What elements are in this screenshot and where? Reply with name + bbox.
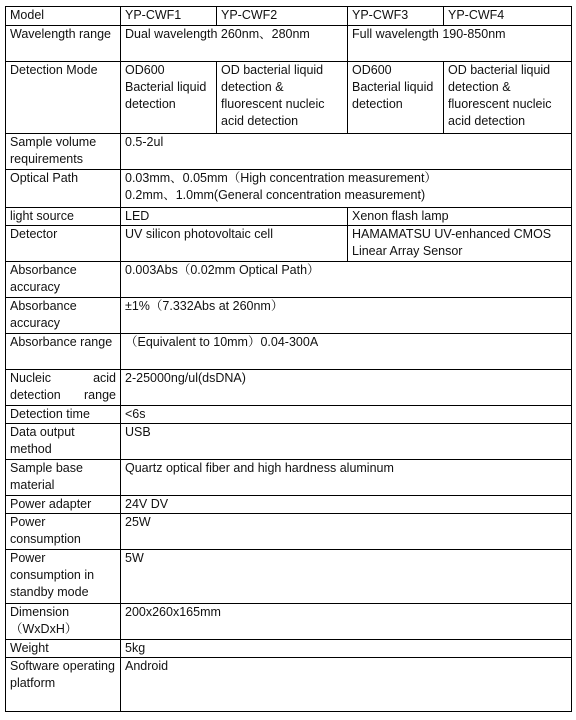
absorbance-range-value: （Equivalent to 10mm）0.04-300A <box>121 334 572 370</box>
power-consumption-label: Power consumption <box>6 514 121 550</box>
row-detector <box>6 226 572 262</box>
row-detection-mode <box>6 62 572 134</box>
sample-volume-value: 0.5-2ul <box>121 134 572 170</box>
optical-path-label: Optical Path <box>6 170 121 208</box>
light-source-label: light source <box>6 208 121 226</box>
optical-path-line-1: 0.03mm、0.05mm（High concentration measurement） <box>125 171 437 185</box>
absorbance-range-label: Absorbance range <box>6 334 121 370</box>
weight-value: 5kg <box>121 640 572 658</box>
row-dimension <box>6 604 572 640</box>
light-source-led: LED <box>121 208 348 226</box>
dimension-value: 200x260x165mm <box>121 604 572 640</box>
detector-label: Detector <box>6 226 121 262</box>
weight-label: Weight <box>6 640 121 658</box>
detection-time-value: <6s <box>121 406 572 424</box>
sample-base-label: Sample base material <box>6 460 121 496</box>
row-absorbance-accuracy-1 <box>6 262 572 298</box>
row-power-consumption <box>6 514 572 550</box>
row-wavelength <box>6 26 572 62</box>
row-sample-base <box>6 460 572 496</box>
spec-table <box>5 6 572 712</box>
row-weight <box>6 640 572 658</box>
model-cwf1: YP-CWF1 <box>121 7 217 26</box>
sample-volume-label: Sample volume requirements <box>6 134 121 170</box>
sample-base-value: Quartz optical fiber and high hardness aluminum <box>121 460 572 496</box>
data-output-value: USB <box>121 424 572 460</box>
software-value: Android <box>121 658 572 712</box>
model-label: Model <box>6 7 121 26</box>
wavelength-label: Wavelength range <box>6 26 121 62</box>
optical-path-line-2: 0.2mm、1.0mm(General concentration measurement) <box>125 188 426 202</box>
optical-path-value <box>121 170 572 208</box>
model-cwf3: YP-CWF3 <box>348 7 444 26</box>
standby-power-label: Power consumption in standby mode <box>6 550 121 604</box>
absorbance-accuracy-label-2: Absorbance accuracy <box>6 298 121 334</box>
detection-mode-label: Detection Mode <box>6 62 121 134</box>
absorbance-accuracy-value-2: ±1%（7.332Abs at 260nm） <box>121 298 572 334</box>
nucleic-range-value: 2-25000ng/ul(dsDNA) <box>121 370 572 406</box>
detection-mode-cwf3: OD600 Bacterial liquid detection <box>348 62 444 134</box>
model-cwf4: YP-CWF4 <box>444 7 572 26</box>
row-detection-time <box>6 406 572 424</box>
light-source-xenon: Xenon flash lamp <box>348 208 572 226</box>
detector-hamamatsu: HAMAMATSU UV-enhanced CMOS Linear Array Sensor <box>348 226 572 262</box>
row-nucleic-range <box>6 370 572 406</box>
power-adapter-label: Power adapter <box>6 496 121 514</box>
row-sample-volume <box>6 134 572 170</box>
absorbance-accuracy-label-1: Absorbance accuracy <box>6 262 121 298</box>
standby-power-value: 5W <box>121 550 572 604</box>
nucleic-range-label <box>6 370 121 406</box>
absorbance-accuracy-value-1: 0.003Abs（0.02mm Optical Path） <box>121 262 572 298</box>
detection-mode-cwf4: OD bacterial liquid detection & fluorescent nucleic acid detection <box>444 62 572 134</box>
row-software <box>6 658 572 712</box>
row-power-adapter <box>6 496 572 514</box>
power-consumption-value: 25W <box>121 514 572 550</box>
detection-mode-cwf2: OD bacterial liquid detection & fluorescent nucleic acid detection <box>217 62 348 134</box>
row-standby-power <box>6 550 572 604</box>
detection-time-label: Detection time <box>6 406 121 424</box>
row-light-source <box>6 208 572 226</box>
data-output-label: Data output method <box>6 424 121 460</box>
row-optical-path <box>6 170 572 208</box>
wavelength-dual: Dual wavelength 260nm、280nm <box>121 26 348 62</box>
power-adapter-value: 24V DV <box>121 496 572 514</box>
row-model <box>6 7 572 26</box>
model-cwf2: YP-CWF2 <box>217 7 348 26</box>
dimension-label: Dimension（WxDxH） <box>6 604 121 640</box>
detector-silicon: UV silicon photovoltaic cell <box>121 226 348 262</box>
row-absorbance-accuracy-2 <box>6 298 572 334</box>
row-data-output <box>6 424 572 460</box>
row-absorbance-range <box>6 334 572 370</box>
software-label: Software operating platform <box>6 658 121 712</box>
nucleic-range-label-text: Nucleic acid detection range <box>10 371 116 402</box>
detection-mode-cwf1: OD600 Bacterial liquid detection <box>121 62 217 134</box>
wavelength-full: Full wavelength 190-850nm <box>348 26 572 62</box>
